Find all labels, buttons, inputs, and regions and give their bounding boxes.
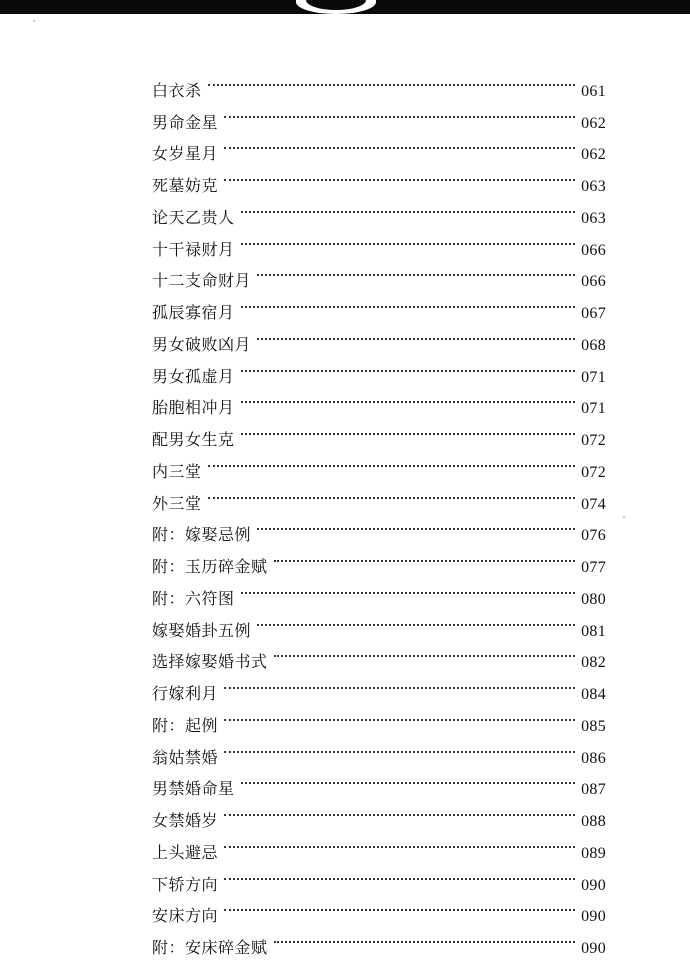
toc-entry-page-number: 066 — [581, 241, 606, 259]
toc-dot-leader — [241, 382, 576, 414]
toc-entry — [152, 826, 606, 862]
toc-entry-title: 附：嫁娶忌例 — [152, 525, 252, 545]
toc-dot-leader — [241, 572, 576, 604]
toc-entry-page-number: 090 — [581, 940, 606, 957]
toc-dot-leader — [241, 413, 576, 445]
toc-entry-title: 孤辰寡宿月 — [152, 303, 235, 322]
toc-entry — [152, 890, 606, 926]
toc-entry-title: 附：六符图 — [152, 588, 235, 608]
toc-dot-leader — [274, 636, 576, 668]
toc-entry — [152, 445, 606, 481]
toc-entry-page-number: 084 — [581, 686, 606, 703]
scan-speck — [623, 516, 625, 518]
toc-entry-title: 内三堂 — [152, 461, 202, 481]
toc-entry-page-number: 071 — [581, 368, 606, 386]
toc-entry — [152, 699, 606, 735]
toc-entry-title: 男命金星 — [152, 112, 219, 132]
toc-entry — [152, 921, 606, 957]
toc-dot-leader — [257, 604, 575, 636]
toc-entry-title: 女禁婚岁 — [152, 811, 219, 830]
toc-dot-leader — [224, 667, 575, 699]
toc-entry-title: 嫁娶婚卦五例 — [152, 620, 252, 640]
toc-entry-page-number: 082 — [581, 654, 606, 672]
toc-entry-page-number: 062 — [581, 146, 606, 164]
toc-entry-title: 附：起例 — [152, 715, 219, 735]
toc-entry-page-number: 063 — [581, 178, 606, 195]
toc-entry-title: 附：安床碎金赋 — [152, 938, 268, 957]
toc-entry-page-number: 080 — [581, 590, 606, 608]
toc-entry-title: 死墓妨克 — [152, 176, 219, 195]
toc-dot-leader — [257, 318, 575, 350]
toc-entry — [152, 477, 606, 513]
toc-dot-leader — [241, 223, 576, 255]
toc-dot-leader — [224, 96, 575, 128]
toc-entry-page-number: 068 — [581, 336, 606, 354]
toc-entry-page-number: 090 — [581, 908, 606, 926]
toc-dot-leader — [241, 350, 576, 382]
toc-entry-title: 配男女生克 — [152, 430, 235, 449]
toc-entry-page-number: 088 — [581, 813, 606, 830]
toc-entry-page-number: 086 — [581, 749, 606, 767]
toc-entry — [152, 858, 606, 894]
toc-dot-leader — [224, 699, 575, 731]
toc-dot-leader — [241, 763, 576, 795]
toc-entry-title: 胎胞相冲月 — [152, 398, 235, 418]
toc-dot-leader — [224, 890, 575, 922]
toc-entry-page-number: 074 — [581, 495, 606, 513]
toc-entry-page-number: 087 — [581, 781, 606, 799]
toc-entry-title: 十二支命财月 — [152, 271, 252, 291]
toc-entry-page-number: 071 — [581, 400, 606, 418]
toc-entry-title: 外三堂 — [152, 493, 202, 513]
toc-entry-page-number: 072 — [581, 432, 606, 449]
scan-speck — [33, 20, 35, 22]
toc-entry-title: 附：玉历碎金赋 — [152, 557, 268, 576]
toc-dot-leader — [274, 540, 576, 572]
toc-dot-leader — [224, 858, 575, 890]
toc-dot-leader — [208, 64, 576, 96]
toc-entry-title: 十干禄财月 — [152, 239, 235, 259]
toc-entry-page-number: 090 — [581, 876, 606, 894]
toc-entry-page-number: 076 — [581, 527, 606, 545]
toc-entry-title: 安床方向 — [152, 906, 219, 926]
toc-dot-leader — [224, 128, 575, 160]
toc-dot-leader — [257, 509, 575, 541]
toc-entry-page-number: 077 — [581, 559, 606, 576]
toc-dot-leader — [224, 731, 575, 763]
toc-entry-title: 男禁婚命星 — [152, 779, 235, 799]
toc-entry-title: 选择嫁娶婚书式 — [152, 652, 268, 672]
toc-entry — [152, 763, 606, 799]
toc-entry-page-number: 081 — [581, 622, 606, 640]
toc-dot-leader — [208, 477, 576, 509]
toc-dot-leader — [241, 286, 576, 318]
toc-entry-page-number: 063 — [581, 209, 606, 227]
toc-dot-leader — [274, 921, 576, 953]
toc-entry-page-number: 061 — [581, 82, 606, 100]
toc-entry-page-number: 072 — [581, 463, 606, 481]
toc-entry — [152, 159, 606, 195]
toc-entry — [152, 128, 606, 164]
toc-entry-title: 男女孤虚月 — [152, 366, 235, 386]
toc-entry-title: 白衣杀 — [152, 80, 202, 100]
table-of-contents — [152, 64, 606, 957]
toc-entry-title: 下轿方向 — [152, 874, 219, 894]
toc-entry — [152, 96, 606, 132]
toc-entry — [152, 191, 606, 227]
toc-entry-title: 男女破败凶月 — [152, 334, 252, 354]
toc-dot-leader — [257, 255, 575, 287]
toc-entry-page-number: 089 — [581, 844, 606, 862]
toc-dot-leader — [224, 826, 575, 858]
toc-entry-page-number: 062 — [581, 114, 606, 132]
toc-entry-title: 翁姑禁婚 — [152, 747, 219, 767]
toc-entry-page-number: 085 — [581, 717, 606, 735]
toc-entry — [152, 509, 606, 545]
toc-dot-leader — [224, 159, 575, 191]
toc-entry-title: 行嫁利月 — [152, 684, 219, 703]
toc-dot-leader — [224, 794, 575, 826]
toc-entry-title: 论天乙贵人 — [152, 207, 235, 227]
toc-entry — [152, 731, 606, 767]
toc-entry — [152, 64, 606, 100]
toc-dot-leader — [241, 191, 576, 223]
toc-entry-page-number: 067 — [581, 305, 606, 322]
toc-dot-leader — [208, 445, 576, 477]
toc-entry-page-number: 066 — [581, 273, 606, 291]
toc-entry-title: 女岁星月 — [152, 144, 219, 164]
toc-entry-title: 上头避忌 — [152, 842, 219, 862]
